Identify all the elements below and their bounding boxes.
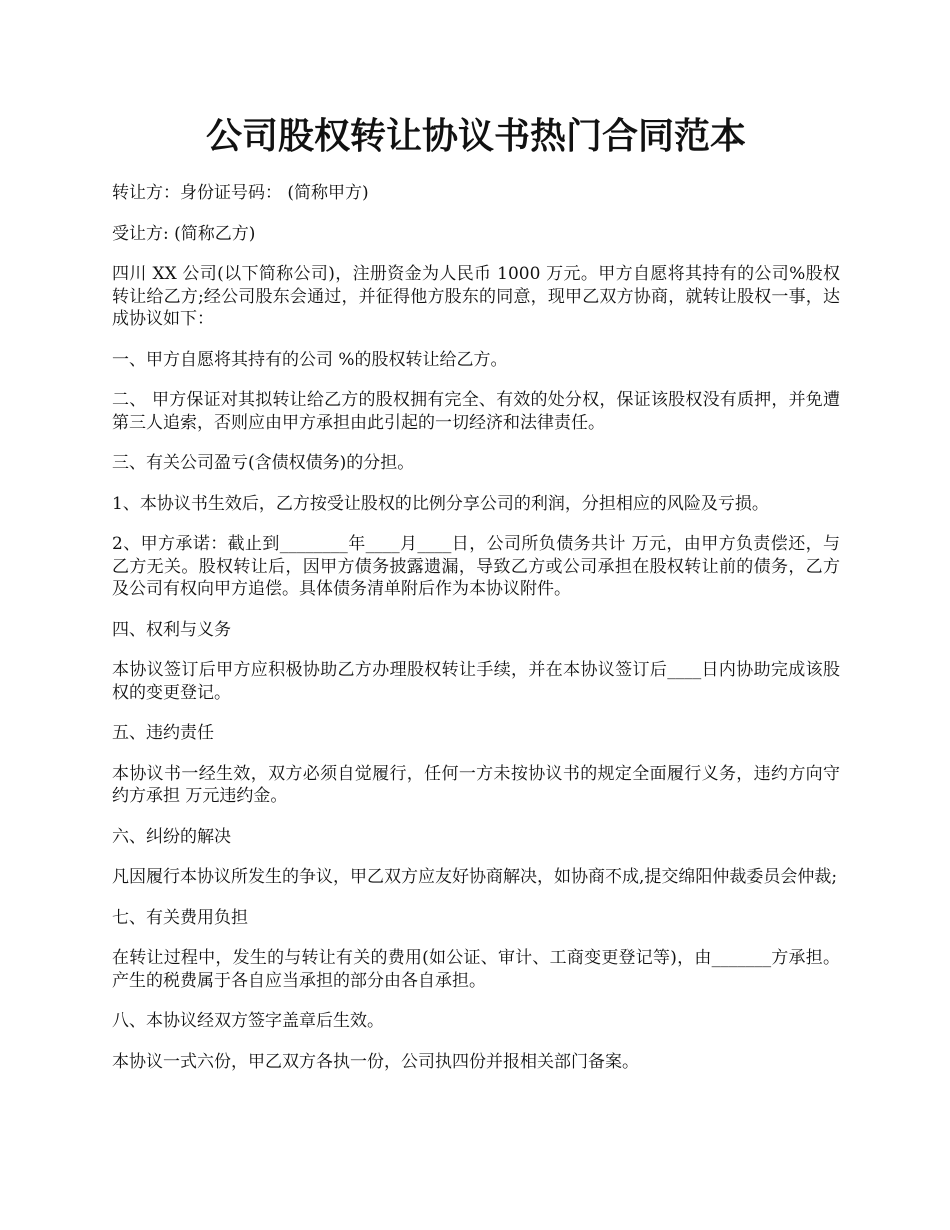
- paragraph-transferee: 受让方: (简称乙方): [112, 223, 256, 244]
- paragraph-clause-5-body: 本协议书一经生效，双方必须自觉履行，任何一方未按协议书的规定全面履行义务，违约方向守约方承担 万元违约金。: [112, 763, 840, 806]
- paragraph-clause-1: 一、甲方自愿将其持有的公司 %的股权转让给乙方。: [112, 349, 508, 370]
- paragraph-preamble: 四川 XX 公司(以下简称公司)，注册资金为人民币 1000 万元。甲方自愿将其持有的公司%股权转让给乙方;经公司股东会通过，并征得他方股东的同意，现甲乙双方协商，就转让股权一事，达成协议如下：: [112, 264, 840, 329]
- paragraph-transferor: 转让方：身份证号码： (简称甲方): [112, 183, 369, 203]
- document-title: 公司股权转让协议书热门合同范本: [205, 115, 746, 157]
- paragraph-clause-7-heading: 七、有关费用负担: [112, 907, 248, 928]
- paragraph-clause-3-item-1: 1、本协议书生效后，乙方按受让股权的比例分享公司的利润，分担相应的风险及亏损。: [112, 493, 769, 514]
- paragraph-clause-7-body: 在转让过程中，发生的与转让有关的费用(如公证、审计、工商变更登记等)，由_______方承担。产生的税费属于各自应当承担的部分由各自承担。: [112, 948, 840, 991]
- paragraph-clause-8: 八、本协议经双方签字盖章后生效。: [112, 1011, 384, 1031]
- paragraph-clause-2: 二、 甲方保证对其拟转让给乙方的股权拥有完全、有效的处分权，保证该股权没有质押，并免遭第三人追索，否则应由甲方承担由此引起的一切经济和法律责任。: [112, 390, 840, 433]
- paragraph-clause-6-heading: 六、纠纷的解决: [112, 826, 231, 847]
- paragraph-clause-4-body: 本协议签订后甲方应积极协助乙方办理股权转让手续，并在本协议签订后____日内协助完成该股权的变更登记。: [112, 660, 840, 703]
- paragraph-clause-3-item-2: 2、甲方承诺：截止到________年____月____日，公司所负债务共计 万元，由甲方负责偿还，与乙方无关。股权转让后，因甲方债务披露遗漏，导致乙方或公司承担在股权转让前的债务，乙方及公司有权向甲方追偿。具体债务清单附后作为本协议附件。: [112, 534, 840, 599]
- paragraph-clause-5-heading: 五、违约责任: [112, 723, 214, 743]
- paragraph-clause-4-heading: 四、权利与义务: [112, 619, 231, 640]
- paragraph-copies: 本协议一式六份，甲乙双方各执一份，公司执四份并报相关部门备案。: [112, 1051, 639, 1072]
- paragraph-clause-3-heading: 三、有关公司盈亏(含债权债务)的分担。: [112, 453, 415, 473]
- paragraph-clause-6-body: 凡因履行本协议所发生的争议，甲乙双方应友好协商解决，如协商不成,提交绵阳仲裁委员会仲裁;: [112, 867, 838, 887]
